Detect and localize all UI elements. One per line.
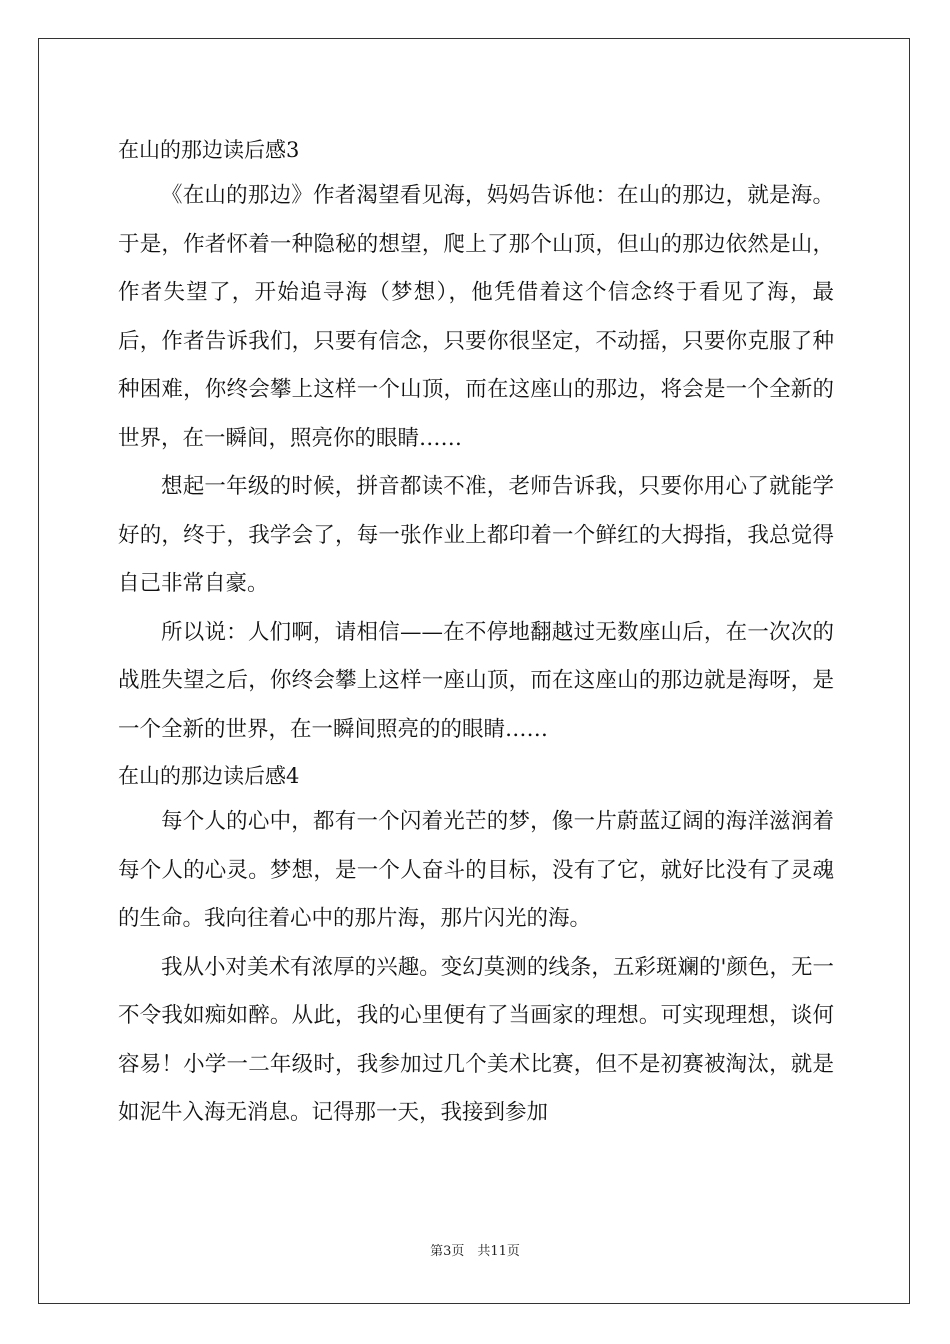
paragraph: 想起一年级的时候，拼音都读不准，老师告诉我，只要你用心了就能学好的，终于，我学会了，每一张作业上都印着一个鲜红的大拇指，我总觉得自己非常自豪。 [118,474,834,596]
page-number-footer: 第3页 共11页 [430,1244,520,1259]
paragraph: 每个人的心中，都有一个闪着光芒的梦，像一片蔚蓝辽阔的海洋滋润着每个人的心灵。梦想，是一个人奋斗的目标，没有了它，就好比没有了灵魂的生命。我向往着心中的那片海，那片闪光的海。 [118,809,834,931]
paragraph: 所以说：人们啊，请相信——在不停地翻越过无数座山后，在一次次的战胜失望之后，你终会攀上这样一座山顶，而在这座山的那边就是海呀，是一个全新的世界，在一瞬间照亮的的眼睛…… [118,619,834,742]
section-heading: 在山的那边读后感3 [118,138,300,162]
section-heading: 在山的那边读后感4 [118,764,300,788]
paragraph: 我从小对美术有浓厚的兴趣。变幻莫测的线条，五彩斑斓的'颜色，无一不令我如痴如醉。从此，我的心里便有了当画家的理想。可实现理想，谈何容易！小学一二年级时，我参加过几个美术比赛，但不是初赛被淘汰，就是如泥牛入海无消息。记得那一天，我接到参加 [118,954,834,1125]
document-body [118,128,834,1138]
paragraph: 《在山的那边》作者渴望看见海，妈妈告诉他：在山的那边，就是海。于是，作者怀着一种隐秘的想望，爬上了那个山顶，但山的那边依然是山，作者失望了，开始追寻海（梦想），他凭借着这个信念终于看见了海，最后，作者告诉我们，只要有信念，只要你很坚定，不动摇，只要你克服了种种困难，你终会攀上这样一个山顶，而在这座山的那边，将会是一个全新的世界，在一瞬间，照亮你的眼睛…… [118,183,834,451]
